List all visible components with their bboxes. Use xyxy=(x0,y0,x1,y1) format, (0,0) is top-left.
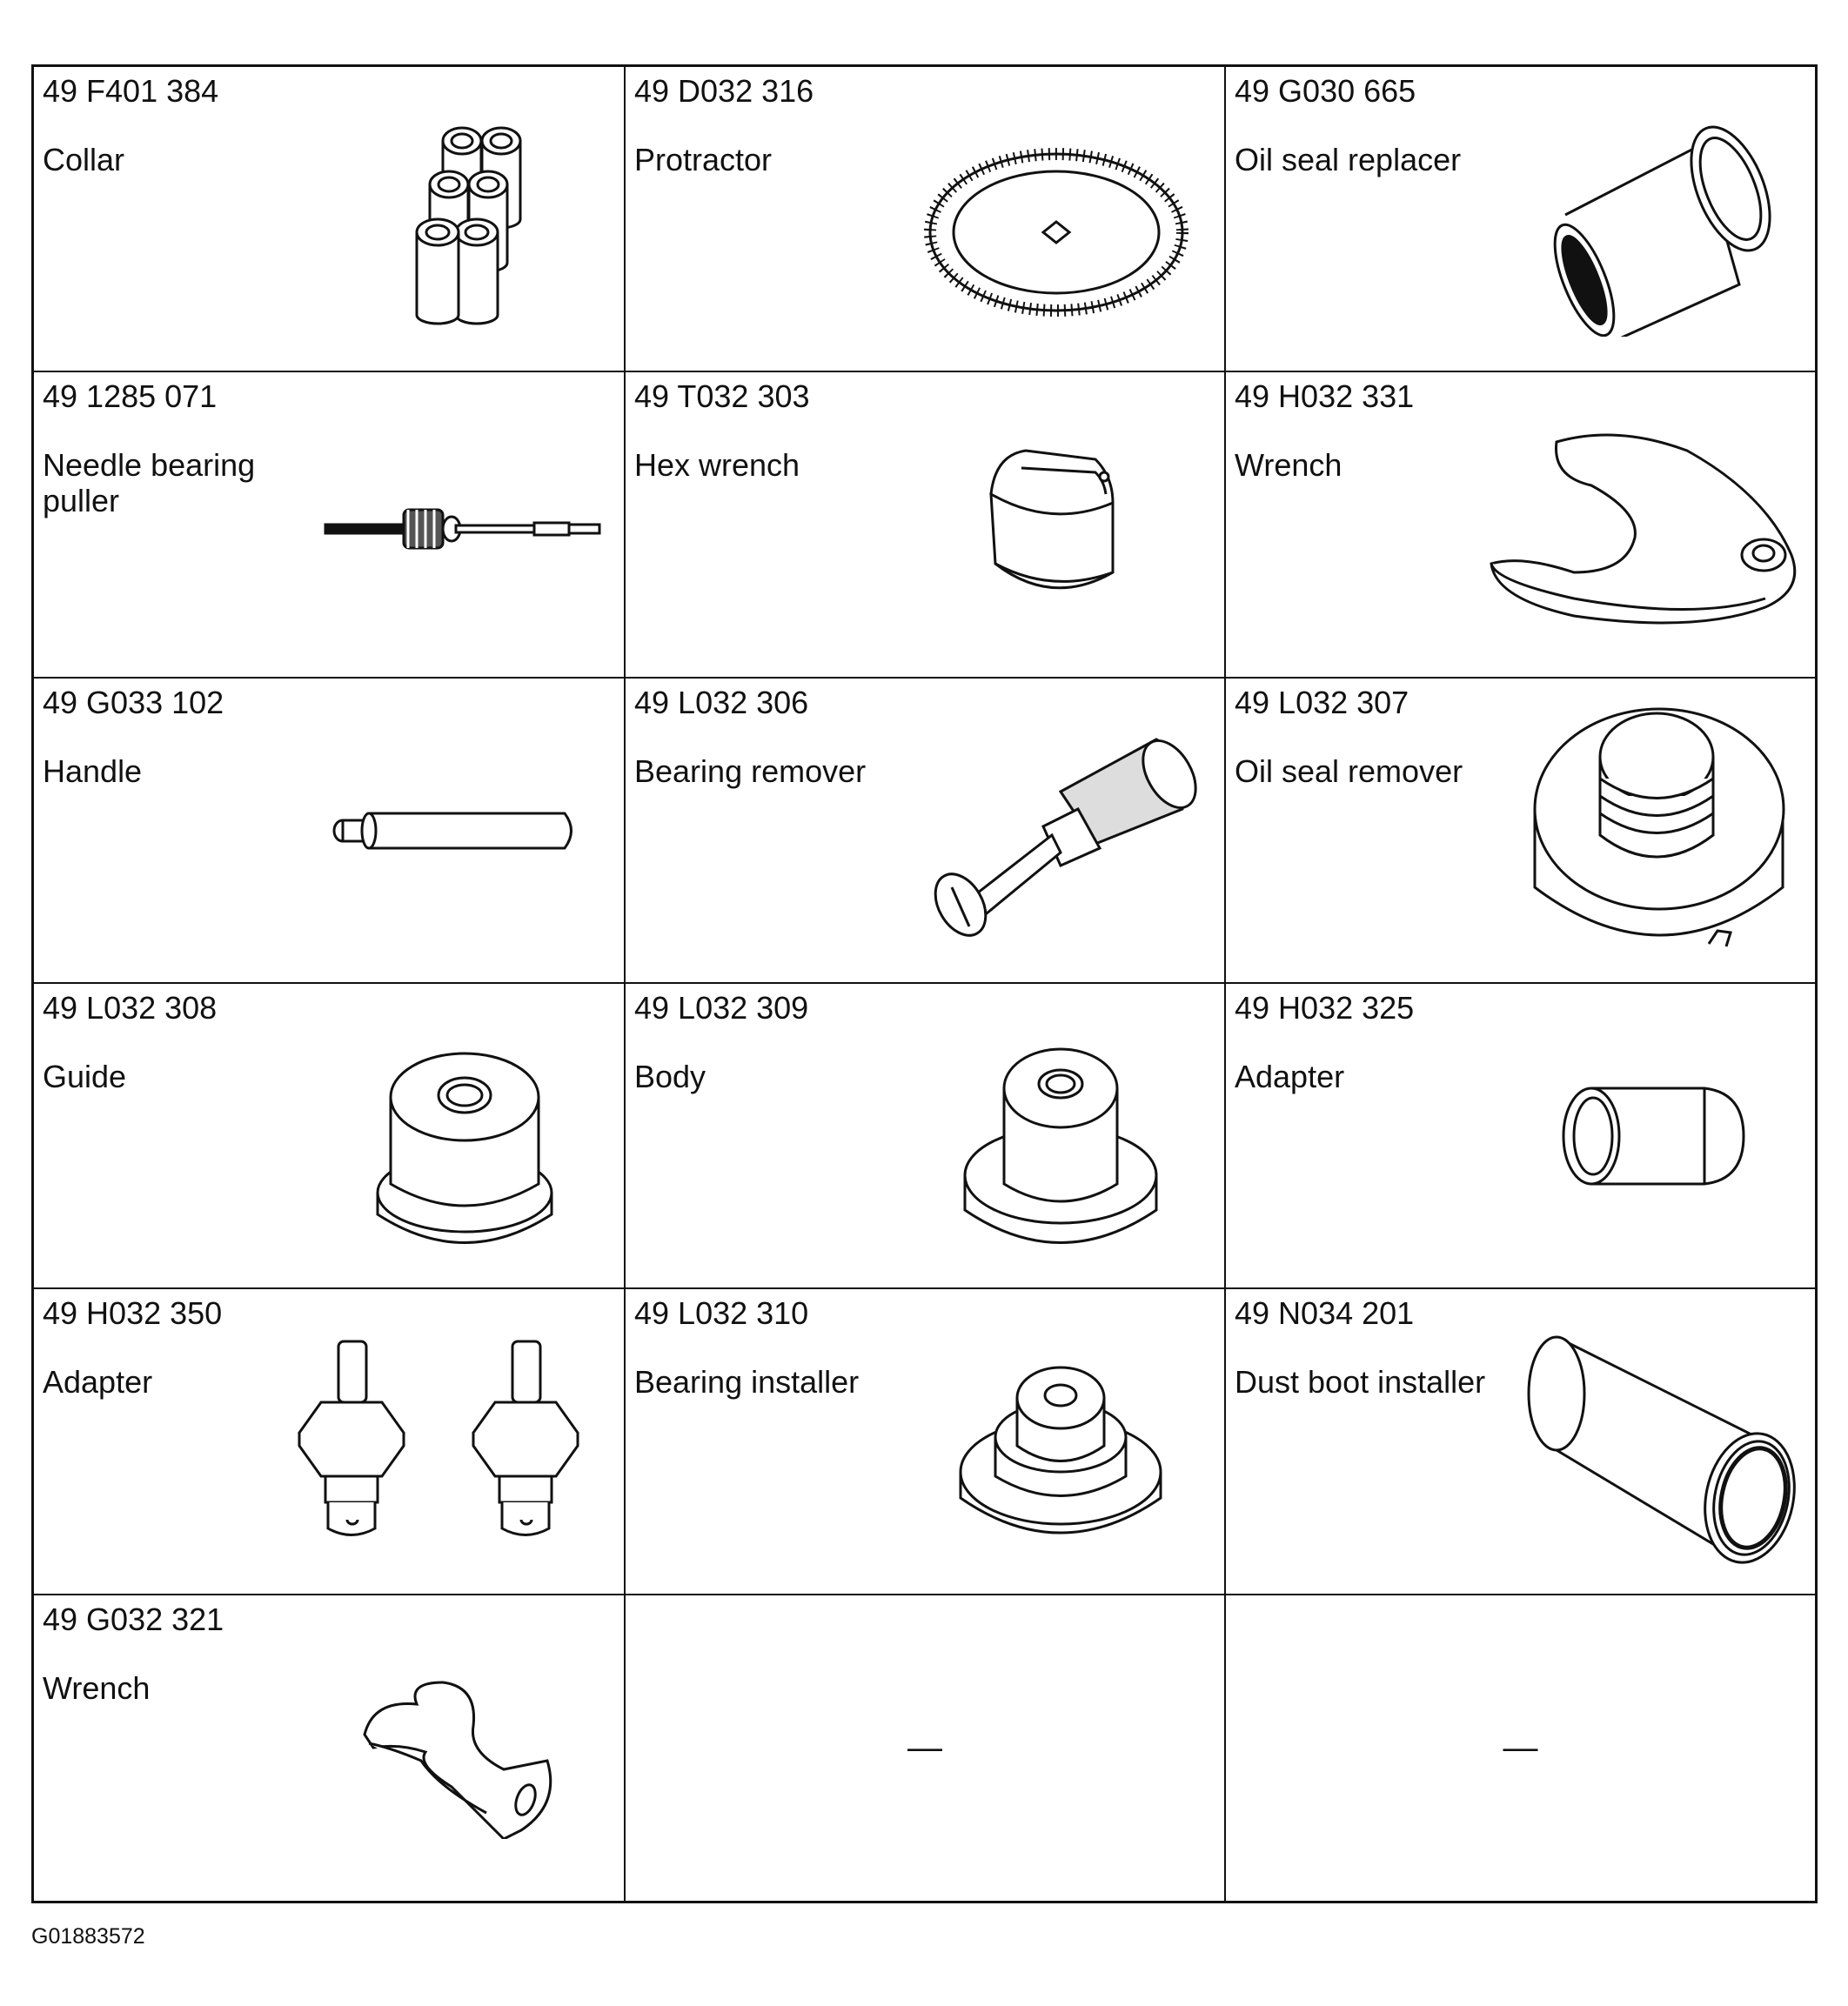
tool-part-number: 49 G030 665 xyxy=(1235,73,1416,109)
open-end-wrench-icon xyxy=(356,1665,565,1839)
tool-name: Body xyxy=(634,1059,706,1094)
handle-rod-icon xyxy=(330,800,591,861)
tool-name: Bearing remover xyxy=(634,752,867,789)
tool-part-number: 49 D032 316 xyxy=(634,73,814,109)
oil-seal-remover-icon xyxy=(1522,696,1800,974)
tool-name: Handle xyxy=(43,752,143,789)
tool-part-number: 49 L032 307 xyxy=(1235,684,1409,720)
tool-part-number: 49 H032 325 xyxy=(1235,990,1415,1026)
empty-cell xyxy=(626,1595,1226,1901)
tool-name: Protractor xyxy=(634,142,773,177)
tool-name: Collar xyxy=(43,142,125,177)
tool-part-number: 49 G032 321 xyxy=(43,1601,224,1637)
tool-cell xyxy=(1226,984,1815,1289)
protractor-disc-icon xyxy=(921,145,1191,319)
tool-part-number: 49 G033 102 xyxy=(43,684,224,720)
guide-icon xyxy=(373,1045,556,1254)
tool-cell xyxy=(34,1595,626,1901)
tool-cell xyxy=(626,372,1226,678)
tool-cell xyxy=(626,984,1226,1289)
flat-wrench-icon xyxy=(1487,425,1809,633)
tool-part-number: 49 N034 201 xyxy=(1235,1295,1415,1332)
tool-part-number: 49 L032 306 xyxy=(634,684,809,720)
collar-set-icon xyxy=(382,110,582,337)
tool-name: Guide xyxy=(43,1059,127,1094)
oil-seal-replacer-icon xyxy=(1539,110,1791,337)
tool-cell xyxy=(626,1289,1226,1595)
tool-part-number: 49 1285 071 xyxy=(43,378,218,415)
figure-id: G01883572 xyxy=(31,1924,145,1949)
dust-boot-installer-icon xyxy=(1522,1320,1800,1572)
tool-cell xyxy=(1226,67,1815,372)
tool-cell xyxy=(626,679,1226,984)
tool-cell xyxy=(1226,679,1815,984)
tool-name: Wrench xyxy=(1235,447,1342,484)
bearing-installer-icon xyxy=(956,1350,1165,1559)
body-icon xyxy=(961,1036,1161,1262)
tool-name: Needle bearing puller xyxy=(43,447,256,519)
tool-name: Hex wrench xyxy=(634,447,800,484)
tool-cell xyxy=(34,984,626,1289)
tool-name: Bearing installer xyxy=(634,1364,860,1401)
tool-part-number: 49 H032 350 xyxy=(43,1295,223,1332)
empty-dash: — xyxy=(907,1728,942,1767)
tool-name: Oil seal remover xyxy=(1235,752,1463,789)
adapter-hex-pair-icon xyxy=(286,1337,608,1563)
tool-part-number: 49 H032 331 xyxy=(1235,378,1415,415)
tool-name: Dust boot installer xyxy=(1235,1364,1486,1401)
tool-name: Wrench xyxy=(43,1669,151,1706)
tool-cell xyxy=(1226,372,1815,678)
special-tools-table xyxy=(31,64,1818,1903)
tool-name: Oil seal replacer xyxy=(1235,142,1462,177)
tool-name: Adapter xyxy=(1235,1059,1345,1094)
tool-cell xyxy=(626,67,1226,372)
tool-part-number: 49 L032 309 xyxy=(634,990,809,1026)
tool-part-number: 49 F401 384 xyxy=(43,73,219,109)
tool-name: Adapter xyxy=(43,1364,153,1401)
tool-cell xyxy=(34,67,626,372)
tool-part-number: 49 L032 308 xyxy=(43,990,218,1026)
tool-part-number: 49 L032 310 xyxy=(634,1295,809,1332)
bearing-remover-icon xyxy=(921,722,1200,948)
empty-cell xyxy=(1226,1595,1815,1901)
tool-cell xyxy=(34,679,626,984)
empty-dash: — xyxy=(1503,1728,1538,1767)
tool-cell xyxy=(34,1289,626,1595)
tool-cell xyxy=(1226,1289,1815,1595)
tool-cell xyxy=(34,372,626,678)
hex-wrench-icon xyxy=(974,442,1130,607)
adapter-sleeve-icon xyxy=(1557,1080,1748,1193)
tool-part-number: 49 T032 303 xyxy=(634,378,810,415)
needle-bearing-puller-icon xyxy=(321,494,608,564)
